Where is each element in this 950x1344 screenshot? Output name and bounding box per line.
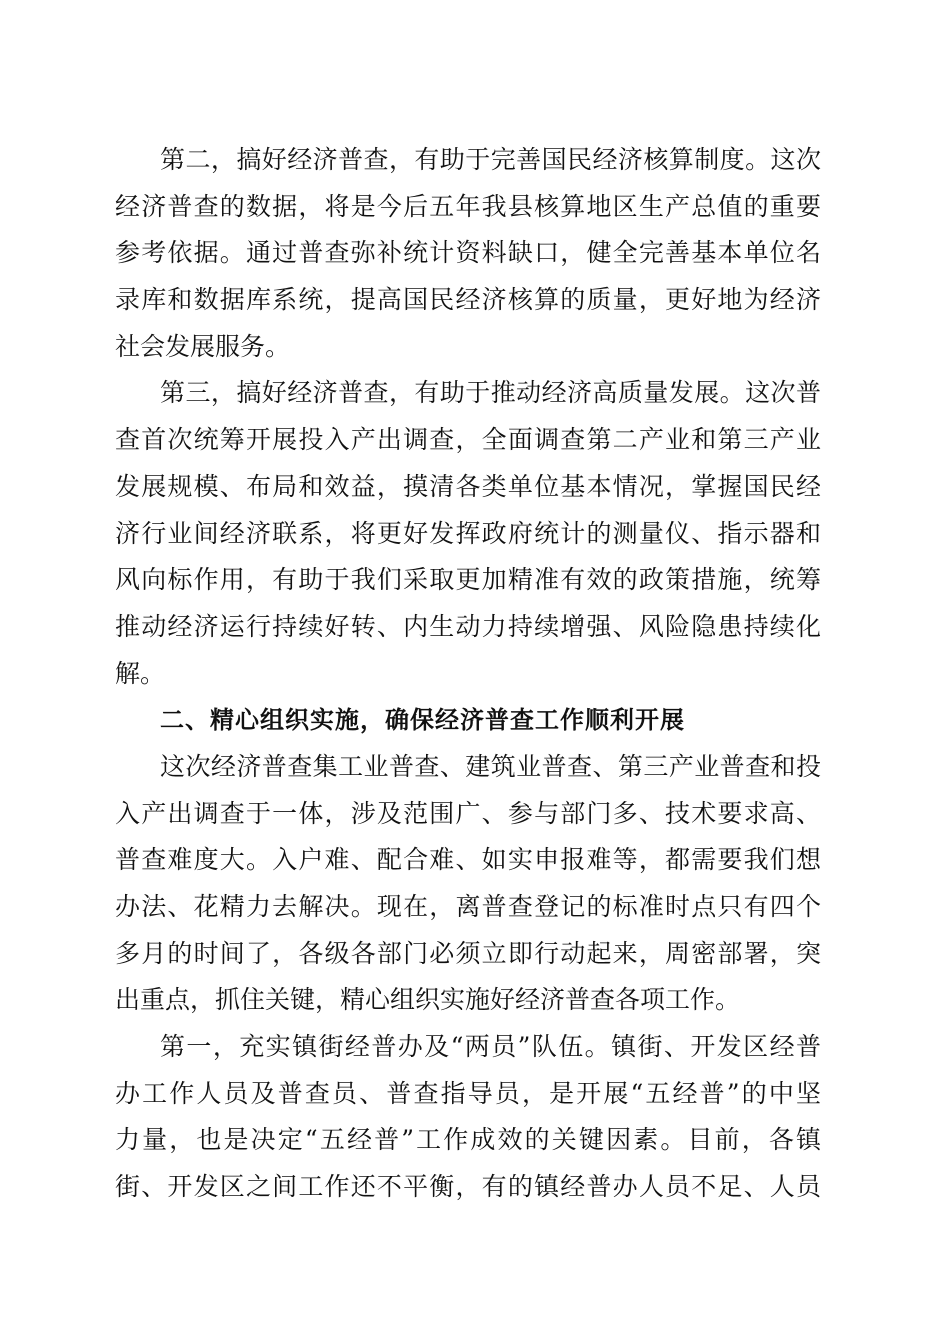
text-line: 多月的时间了，各级各部门必须立即行动起来，周密部署，突 (115, 938, 821, 968)
heading-text: 二、精心组织实施，确保经济普查工作顺利开展 (160, 706, 685, 735)
text-line: 办法、花精力去解决。现在，离普查登记的标准时点只有四个 (115, 892, 821, 921)
paragraph (115, 370, 821, 697)
text-line: 第二，搞好经济普查，有助于完善国民经济核算制度。这次 (160, 145, 821, 174)
text-line: 出重点，抓住关键，精心组织实施好经济普查各项工作。 (115, 985, 741, 1015)
text-line: 普查难度大。入户难、配合难、如实申报难等，都需要我们想 (115, 845, 821, 875)
text-line: 参考依据。通过普查弥补统计资料缺口，健全完善基本单位名 (115, 238, 821, 268)
text-line: 这次经济普查集工业普查、建筑业普查、第三产业普查和投 (160, 751, 821, 781)
text-line: 发展规模、布局和效益，摸清各类单位基本情况，掌握国民经 (115, 471, 821, 501)
text-line: 录库和数据库系统，提高国民经济核算的质量，更好地为经济 (115, 285, 821, 315)
text-line: 力量，也是决定“五经普”工作成效的关键因素。目前，各镇 (115, 1125, 821, 1155)
text-line: 第三，搞好经济普查，有助于推动经济高质量发展。这次普 (160, 378, 821, 408)
text-line: 办工作人员及普查员、普查指导员，是开展“五经普”的中坚 (115, 1078, 821, 1108)
text-line: 第一，充实镇街经普办及“两员”队伍。镇街、开发区经普 (160, 1032, 821, 1062)
text-line: 经济普查的数据，将是今后五年我县核算地区生产总值的重要 (115, 191, 821, 221)
text-line: 入产出调查于一体，涉及范围广、参与部门多、技术要求高、 (115, 798, 821, 828)
text-line: 社会发展服务。 (115, 331, 291, 361)
paragraph (115, 1024, 821, 1211)
document-body (115, 137, 821, 1211)
text-line: 风向标作用，有助于我们采取更加精准有效的政策措施，统筹 (115, 565, 821, 595)
text-line: 解。 (115, 658, 166, 688)
text-line: 推动经济运行持续好转、内生动力持续增强、风险隐患持续化 (115, 611, 821, 641)
section-heading (115, 697, 821, 744)
paragraph (115, 744, 821, 1024)
paragraph (115, 137, 821, 370)
text-line: 济行业间经济联系，将更好发挥政府统计的测量仪、指示器和 (115, 518, 821, 548)
text-line: 街、开发区之间工作还不平衡，有的镇经普办人员不足、人员 (115, 1172, 821, 1202)
text-line: 查首次统筹开展投入产出调查，全面调查第二产业和第三产业 (115, 425, 821, 455)
